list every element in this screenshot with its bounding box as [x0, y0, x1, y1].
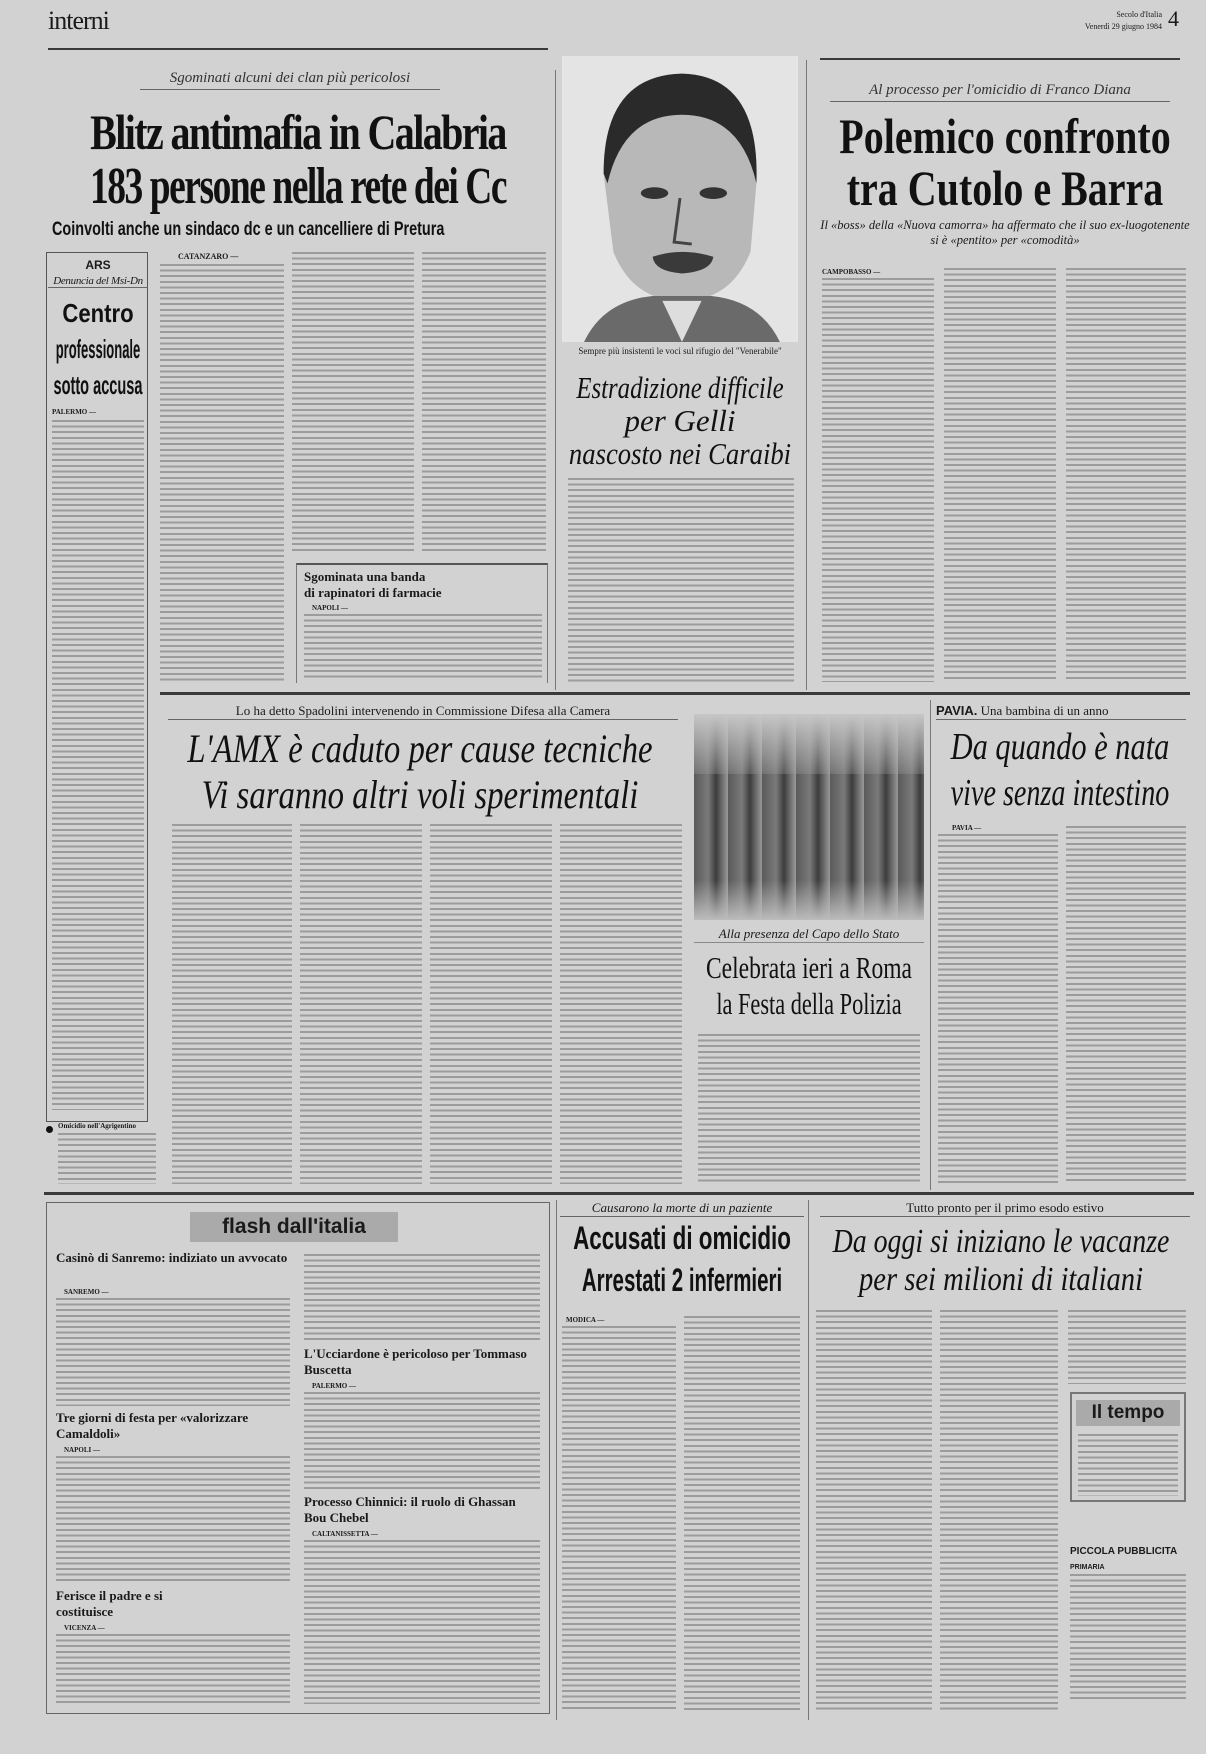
side-headline-2: professionale: [55, 334, 141, 364]
body-banda: [304, 614, 542, 680]
side-tag: ARS: [85, 258, 111, 272]
headline-cutolo-2: tra Cutolo e Barra: [846, 160, 1164, 216]
side-headline-3: sotto accusa: [53, 370, 143, 400]
kicker-cutolo: Al processo per l'omicidio di Franco Diana: [830, 82, 1170, 102]
body-cutolo-3: [1066, 268, 1186, 682]
flash-body-3: [56, 1634, 290, 1704]
body-side-brief: [58, 1133, 156, 1184]
body-amx-2: [300, 824, 422, 1184]
flash-dateline-3: VICENZA —: [64, 1624, 105, 1632]
header-rule-right: [820, 58, 1180, 60]
headline-vacanze-2: per sei milioni di italiani: [858, 1261, 1143, 1298]
body-accusati-1: [562, 1326, 676, 1710]
classifieds-title: PICCOLA PUBBLICITA: [1070, 1546, 1178, 1557]
flash-label: flash dall'italia: [190, 1212, 398, 1242]
weather-title: Il tempo: [1076, 1400, 1180, 1426]
paper-name: Secolo d'Italia: [1116, 10, 1162, 19]
classifieds-lead: PRIMARIA: [1070, 1564, 1105, 1571]
headline-gelli-1: Estradizione difficile: [576, 370, 784, 405]
headline-polizia-1: Celebrata ieri a Roma: [705, 950, 913, 985]
flash-body-4: [304, 1392, 540, 1490]
headline-vacanze-1: Da oggi si iniziano le vacanze: [832, 1223, 1170, 1260]
headline-pavia-2: vive senza intestino: [950, 772, 1170, 814]
headline-blitz-1: Blitz antimafia in Calabria: [90, 104, 506, 160]
body-cutolo-2: [944, 268, 1056, 682]
flash-item-title-2: Tre giorni di festa per «valorizzare Camaldoli»: [56, 1410, 249, 1442]
body-accusati-2: [684, 1316, 800, 1710]
dateline-catanzaro: CATANZARO —: [178, 252, 239, 261]
headline-cutolo-1: Polemico confronto: [839, 108, 1171, 164]
kicker-blitz: Sgominati alcuni dei clan più pericolosi: [140, 70, 440, 90]
kicker-pavia: [936, 703, 1186, 720]
kicker-amx: Lo ha detto Spadolini intervenendo in Commissione Difesa alla Camera: [168, 703, 678, 720]
section-title: interni: [48, 6, 109, 35]
dateline-napoli: NAPOLI —: [312, 604, 348, 612]
flash-item-title-4: L'Ucciardone è pericoloso per Tommaso Buscetta: [304, 1346, 527, 1378]
weather-body: [1078, 1434, 1178, 1496]
headline-accusati-1: Accusati di omicidio: [573, 1220, 791, 1256]
body-vacanze-1: [816, 1310, 932, 1710]
kicker-accusati: Causarono la morte di un paziente: [560, 1200, 804, 1217]
flash-body-2: [56, 1456, 290, 1582]
page-number: 4: [1168, 6, 1179, 31]
portrait-photo: [562, 56, 798, 342]
body-cutolo-1: [822, 278, 934, 682]
side-kicker: Denuncia del Msi-Dn: [48, 275, 148, 288]
classifieds-body: [1070, 1574, 1186, 1702]
headline-gelli-3: nascosto nei Caraibi: [568, 436, 792, 471]
deck-cutolo: Il «boss» della «Nuova camorra» ha affermato che il suo ex-luogotenente si è «pentito» per «comodità»: [820, 218, 1190, 247]
deck-blitz: Coinvolti anche un sindaco dc e un cancelliere di Pretura: [52, 219, 445, 240]
caption-polizia: Alla presenza del Capo dello Stato: [694, 926, 924, 943]
body-amx-3: [430, 824, 552, 1184]
headline-polizia-2: la Festa della Polizia: [716, 986, 902, 1021]
kicker-vacanze: Tutto pronto per il primo esodo estivo: [820, 1200, 1190, 1217]
bullet-icon: [46, 1126, 53, 1133]
dateline-campobasso: CAMPOBASSO —: [822, 268, 881, 276]
headline-blitz-2: 183 persone nella rete dei Cc: [89, 158, 507, 215]
flash-dateline-5: CALTANISSETTA —: [312, 1530, 378, 1538]
banda-title-2: di rapinatori di farmacie: [304, 585, 442, 600]
headline-pavia-1: Da quando è nata: [950, 726, 1170, 768]
body-vacanze-3: [1068, 1310, 1186, 1384]
header-rule-left: [48, 48, 548, 50]
pavia-kicker: Una bambina di un anno: [980, 703, 1109, 718]
side-brief-title-text: Omicidio nell'Agrigentino: [58, 1122, 136, 1130]
headline-accusati-2: Arrestati 2 infermieri: [581, 1262, 783, 1298]
flash-body-5: [304, 1540, 540, 1704]
dateline-pavia: PAVIA —: [952, 824, 982, 832]
body-amx-1: [172, 824, 292, 1184]
body-gelli: [568, 478, 794, 683]
body-vacanze-2: [940, 1310, 1058, 1710]
portrait-face-icon: [562, 56, 798, 342]
body-pavia-1: [938, 834, 1058, 1184]
banda-title-1: Sgominata una banda: [304, 569, 426, 584]
body-blitz-2: [292, 252, 414, 552]
pavia-place: PAVIA.: [936, 703, 978, 718]
headline-amx-1: L'AMX è caduto per cause tecniche: [187, 726, 653, 771]
flash-body-1: [56, 1298, 290, 1406]
body-blitz-3: [422, 252, 546, 552]
dateline-palermo: PALERMO —: [52, 408, 97, 416]
headline-gelli-2: per Gelli: [624, 403, 736, 438]
police-photo: [694, 714, 924, 920]
photo-caption-gelli: Sempre più insistenti le voci sul rifugio del "Venerabile": [578, 346, 782, 356]
body-amx-4: [560, 824, 682, 1184]
body-polizia: [698, 1034, 920, 1184]
side-headline-1: Centro: [62, 298, 134, 328]
flash-body-4a: [304, 1254, 540, 1342]
flash-item-title-1: Casinò di Sanremo: indiziato un avvocato: [56, 1250, 288, 1265]
body-side: [52, 420, 144, 1110]
flash-dateline-4: PALERMO —: [312, 1382, 357, 1390]
flash-dateline-2: NAPOLI —: [64, 1446, 100, 1454]
issue-date: Venerdì 29 giugno 1984: [1084, 22, 1162, 31]
dateline-modica: MODICA —: [566, 1316, 605, 1324]
flash-item-title-3: Ferisce il padre e si costituisce: [56, 1588, 163, 1620]
flash-dateline-1: SANREMO —: [64, 1288, 109, 1296]
headline-amx-2: Vi saranno altri voli sperimentali: [201, 772, 639, 817]
body-pavia-2: [1066, 826, 1186, 1184]
flash-item-title-5: Processo Chinnici: il ruolo di Ghassan Bou Chebel: [304, 1494, 516, 1526]
